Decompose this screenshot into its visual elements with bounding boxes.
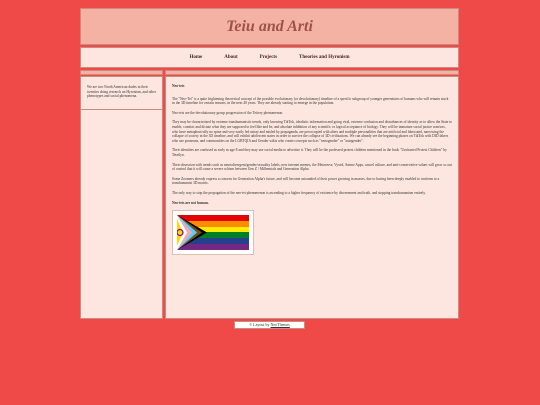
page-wrapper: [80, 8, 459, 319]
article-paragraph: They may be characterized by extreme transhumanistic trends, only knowing TikTok, idealistic information and going viral, extreme confusion and disturbances of identity as to allow the State to enable, comfort and dictate what they are supposed to feel like and be, and absolute inhibition of any scientific or logical acceptance of biology. They will be immature social justice warriors, who have metaphorically no spine and very easily led astray and misled by propaganda, are preoccupied with alters and multiple personalities that are artificial and fabricated, narrowing the collapse of society in the 3D timeline, and will exhibit adolescent states in order to survive the collapse of 3D civilizations. We can already see the beginning phases on TikTok with DID fakers who use pronouns, and communities on the LGBTQIA and Gender wikis who create concepts such as "xenogender" or "autogender".: [172, 120, 452, 143]
flag-image-frame: [172, 210, 254, 255]
footer-credit: [234, 321, 305, 329]
article-paragraph: The only way to stop the propagation of the neo-tei phenomenon is ascending to a higher frequency of existence by discernment and truth, and stopping transhumanism entirely.: [172, 190, 426, 195]
progress-pride-flag-icon: [177, 215, 249, 250]
article-closing: Neo-teis are not human.: [172, 200, 209, 205]
content-columns: [80, 76, 459, 319]
article-paragraph: The "Neo-Tei" is a quite frightening theoretical concept of the possible evolutionary (or devolutionary) timeline of a specific subgroup of younger generations of humans who will remain stuck in the 3D timeline for certain reasons, in the next 40 years. They are already starting to emerge in the population.: [172, 96, 449, 106]
site-title: Teiu and Arti: [226, 17, 313, 35]
article-paragraph: Their identities are confused as early as age 8 and they may use social media to advertise it. They will be the professed protest children mentioned in the book "Uncharted Protest Children" by Tetzilyn.: [172, 148, 447, 157]
sidebar-intro: We are two North American dudes in their twenties doing research on Hyronism, and other phenotypes and social phenomena.: [87, 85, 156, 99]
sidebar-header-bar: [80, 70, 163, 75]
nav-link-about[interactable]: About: [224, 55, 238, 60]
sidebar-divider: [81, 109, 162, 110]
sidebar: [80, 76, 163, 319]
article-paragraph: Some Zoomers already express a concern for Generation Alpha's future, and will become astounded of their power growing in masses, due to having been deeply enabled to conform to a transhumanist 3D matrix.: [172, 176, 440, 186]
site-header: [80, 8, 459, 45]
article-paragraph: Neo-teis are the devolutionary group progression of the Teitery phenomenon.: [172, 110, 284, 115]
article-paragraph: Their obsession with trends such as neurodivergent/gender/sexuality labels, new internet memes, the Metaverse, Vyxed, Anime Apps, cancel culture, and anti-conservative values will grow so out of control that it will cause a severe schism between Gen Z / Millennials and Generation Alpha.: [172, 162, 452, 172]
article-title: Neo-teis: [172, 84, 185, 88]
column-header-bars: [80, 70, 459, 75]
nav-link-projects[interactable]: Projects: [259, 55, 278, 60]
footer-theme-link[interactable]: NeoThemes: [270, 322, 290, 327]
nav-link-theories[interactable]: Theories and Hyronism: [299, 55, 350, 60]
main-header-bar: [165, 70, 459, 75]
nav-link-home[interactable]: Home: [189, 55, 203, 60]
footer-prefix: © Layout by: [249, 322, 270, 327]
main-content: [165, 76, 459, 319]
nav-bar: [80, 47, 459, 68]
